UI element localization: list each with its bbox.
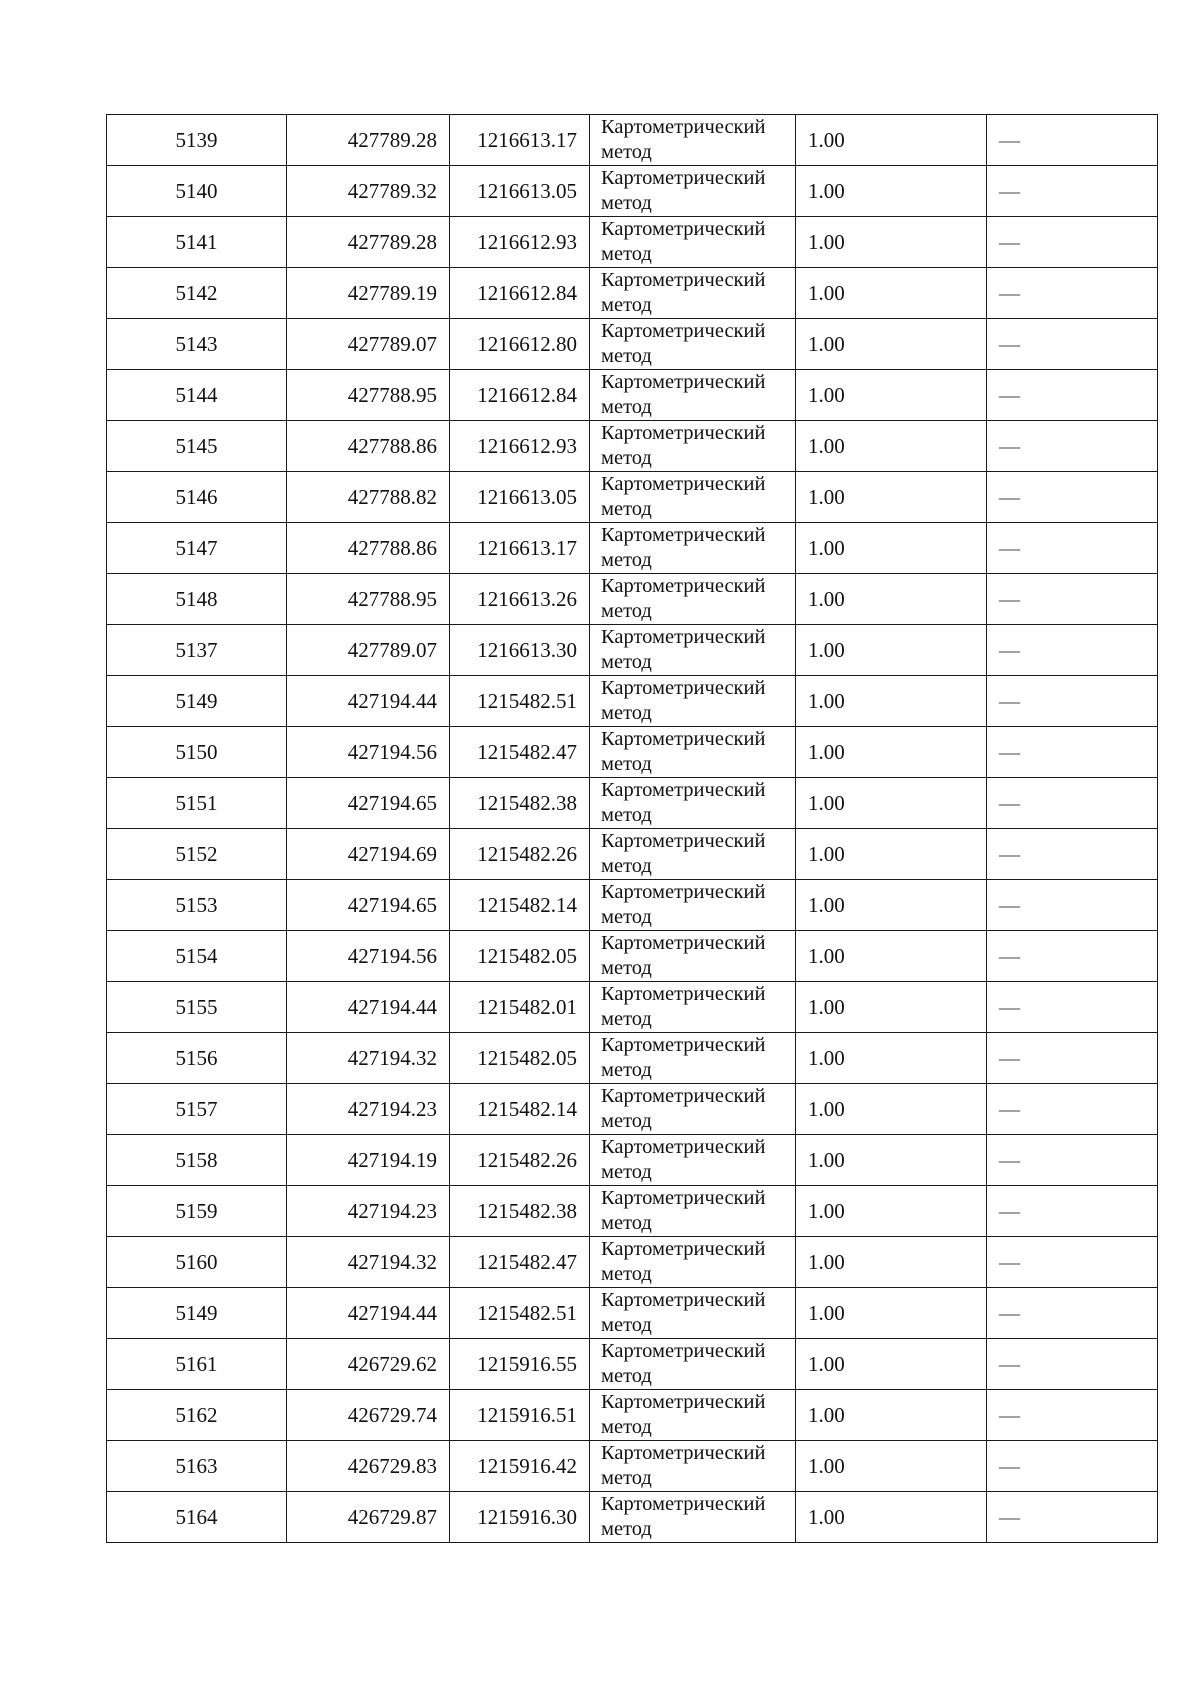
x-coordinate-cell: 427788.86	[287, 523, 450, 574]
method-line-1: Картометрический	[601, 1289, 766, 1311]
description-cell: —	[987, 472, 1158, 523]
y-coordinate-cell: 1215482.05	[450, 931, 590, 982]
x-coordinate-cell: 426729.74	[287, 1390, 450, 1441]
y-coordinate-cell: 1216612.84	[450, 268, 590, 319]
table-row	[107, 166, 1158, 217]
x-coordinate-cell: 427789.32	[287, 166, 450, 217]
description-cell: —	[987, 1492, 1158, 1543]
x-coordinate-cell: 427788.82	[287, 472, 450, 523]
description-cell: —	[987, 217, 1158, 268]
x-coordinate-cell: 427789.28	[287, 115, 450, 166]
method-cell	[590, 1237, 796, 1288]
y-coordinate-cell: 1215916.42	[450, 1441, 590, 1492]
y-coordinate-cell: 1215482.01	[450, 982, 590, 1033]
method-cell	[590, 370, 796, 421]
method-line-2: метод	[601, 1008, 652, 1030]
point-number-cell: 5145	[107, 421, 287, 472]
method-line-1: Картометрический	[601, 1340, 766, 1362]
x-coordinate-cell: 427194.23	[287, 1084, 450, 1135]
method-cell	[590, 625, 796, 676]
accuracy-cell: 1.00	[796, 1237, 987, 1288]
method-cell	[590, 523, 796, 574]
method-line-2: метод	[601, 753, 652, 775]
table-row	[107, 829, 1158, 880]
method-line-2: метод	[601, 1416, 652, 1438]
method-line-2: метод	[601, 1314, 652, 1336]
accuracy-cell: 1.00	[796, 880, 987, 931]
method-line-1: Картометрический	[601, 524, 766, 546]
y-coordinate-cell: 1215482.47	[450, 1237, 590, 1288]
accuracy-cell: 1.00	[796, 1339, 987, 1390]
accuracy-cell: 1.00	[796, 727, 987, 778]
method-cell	[590, 727, 796, 778]
table-row	[107, 1237, 1158, 1288]
method-cell	[590, 1084, 796, 1135]
description-cell: —	[987, 676, 1158, 727]
y-coordinate-cell: 1216613.30	[450, 625, 590, 676]
method-cell	[590, 1135, 796, 1186]
method-cell	[590, 829, 796, 880]
point-number-cell: 5137	[107, 625, 287, 676]
method-line-1: Картометрический	[601, 779, 766, 801]
point-number-cell: 5140	[107, 166, 287, 217]
accuracy-cell: 1.00	[796, 778, 987, 829]
method-line-2: метод	[601, 702, 652, 724]
table-row	[107, 1033, 1158, 1084]
method-line-2: метод	[601, 1161, 652, 1183]
description-cell: —	[987, 1288, 1158, 1339]
y-coordinate-cell: 1216613.05	[450, 166, 590, 217]
table-row	[107, 319, 1158, 370]
method-cell	[590, 421, 796, 472]
x-coordinate-cell: 426729.83	[287, 1441, 450, 1492]
method-line-1: Картометрический	[601, 830, 766, 852]
method-cell	[590, 1492, 796, 1543]
x-coordinate-cell: 427194.56	[287, 931, 450, 982]
point-number-cell: 5143	[107, 319, 287, 370]
method-line-1: Картометрический	[601, 1391, 766, 1413]
point-number-cell: 5157	[107, 1084, 287, 1135]
y-coordinate-cell: 1216613.05	[450, 472, 590, 523]
description-cell: —	[987, 166, 1158, 217]
accuracy-cell: 1.00	[796, 1492, 987, 1543]
accuracy-cell: 1.00	[796, 982, 987, 1033]
table-row	[107, 727, 1158, 778]
method-line-1: Картометрический	[601, 1238, 766, 1260]
point-number-cell: 5153	[107, 880, 287, 931]
description-cell: —	[987, 931, 1158, 982]
y-coordinate-cell: 1216612.93	[450, 217, 590, 268]
table-row	[107, 1186, 1158, 1237]
method-line-1: Картометрический	[601, 728, 766, 750]
description-cell: —	[987, 574, 1158, 625]
table-row	[107, 982, 1158, 1033]
method-line-2: метод	[601, 600, 652, 622]
method-line-1: Картометрический	[601, 626, 766, 648]
accuracy-cell: 1.00	[796, 472, 987, 523]
description-cell: —	[987, 1033, 1158, 1084]
method-line-2: метод	[601, 1365, 652, 1387]
description-cell: —	[987, 1390, 1158, 1441]
method-line-1: Картометрический	[601, 167, 766, 189]
point-number-cell: 5144	[107, 370, 287, 421]
y-coordinate-cell: 1216612.80	[450, 319, 590, 370]
method-line-2: метод	[601, 1467, 652, 1489]
x-coordinate-cell: 427789.07	[287, 625, 450, 676]
description-cell: —	[987, 1186, 1158, 1237]
point-number-cell: 5160	[107, 1237, 287, 1288]
description-cell: —	[987, 625, 1158, 676]
method-line-1: Картометрический	[601, 269, 766, 291]
point-number-cell: 5151	[107, 778, 287, 829]
point-number-cell: 5150	[107, 727, 287, 778]
table-row	[107, 421, 1158, 472]
method-line-2: метод	[601, 1263, 652, 1285]
method-line-1: Картометрический	[601, 1442, 766, 1464]
point-number-cell: 5149	[107, 1288, 287, 1339]
point-number-cell: 5156	[107, 1033, 287, 1084]
description-cell: —	[987, 778, 1158, 829]
accuracy-cell: 1.00	[796, 421, 987, 472]
y-coordinate-cell: 1215916.30	[450, 1492, 590, 1543]
x-coordinate-cell: 427194.69	[287, 829, 450, 880]
table-row	[107, 625, 1158, 676]
description-cell: —	[987, 370, 1158, 421]
y-coordinate-cell: 1216613.26	[450, 574, 590, 625]
table-row	[107, 574, 1158, 625]
method-line-2: метод	[601, 1518, 652, 1540]
method-line-1: Картометрический	[601, 1187, 766, 1209]
x-coordinate-cell: 427194.65	[287, 778, 450, 829]
method-line-2: метод	[601, 906, 652, 928]
point-number-cell: 5164	[107, 1492, 287, 1543]
method-cell	[590, 1390, 796, 1441]
table-row	[107, 1492, 1158, 1543]
y-coordinate-cell: 1215482.14	[450, 1084, 590, 1135]
coordinates-table	[106, 114, 1158, 1543]
y-coordinate-cell: 1216612.93	[450, 421, 590, 472]
point-number-cell: 5139	[107, 115, 287, 166]
method-line-1: Картометрический	[601, 1085, 766, 1107]
method-cell	[590, 676, 796, 727]
method-cell	[590, 115, 796, 166]
method-cell	[590, 217, 796, 268]
table-row	[107, 931, 1158, 982]
x-coordinate-cell: 427194.44	[287, 676, 450, 727]
method-line-2: метод	[601, 1059, 652, 1081]
table-row	[107, 472, 1158, 523]
method-cell	[590, 472, 796, 523]
description-cell: —	[987, 880, 1158, 931]
method-cell	[590, 319, 796, 370]
method-cell	[590, 166, 796, 217]
method-line-1: Картометрический	[601, 1136, 766, 1158]
table-row	[107, 1084, 1158, 1135]
description-cell: —	[987, 1135, 1158, 1186]
x-coordinate-cell: 427788.86	[287, 421, 450, 472]
table-row	[107, 778, 1158, 829]
method-line-2: метод	[601, 855, 652, 877]
method-cell	[590, 1033, 796, 1084]
method-line-2: метод	[601, 396, 652, 418]
method-line-1: Картометрический	[601, 932, 766, 954]
y-coordinate-cell: 1215482.38	[450, 778, 590, 829]
point-number-cell: 5146	[107, 472, 287, 523]
accuracy-cell: 1.00	[796, 166, 987, 217]
method-cell	[590, 931, 796, 982]
accuracy-cell: 1.00	[796, 1441, 987, 1492]
method-line-1: Картометрический	[601, 575, 766, 597]
method-cell	[590, 778, 796, 829]
x-coordinate-cell: 427194.44	[287, 1288, 450, 1339]
description-cell: —	[987, 982, 1158, 1033]
method-cell	[590, 1339, 796, 1390]
table-row	[107, 1390, 1158, 1441]
y-coordinate-cell: 1216613.17	[450, 115, 590, 166]
accuracy-cell: 1.00	[796, 1084, 987, 1135]
accuracy-cell: 1.00	[796, 268, 987, 319]
method-line-1: Картометрический	[601, 116, 766, 138]
method-line-2: метод	[601, 243, 652, 265]
accuracy-cell: 1.00	[796, 931, 987, 982]
x-coordinate-cell: 427194.56	[287, 727, 450, 778]
table-row	[107, 1135, 1158, 1186]
method-line-2: метод	[601, 1212, 652, 1234]
point-number-cell: 5141	[107, 217, 287, 268]
y-coordinate-cell: 1216612.84	[450, 370, 590, 421]
method-cell	[590, 1441, 796, 1492]
y-coordinate-cell: 1215482.51	[450, 1288, 590, 1339]
table-row	[107, 1339, 1158, 1390]
method-line-1: Картометрический	[601, 1493, 766, 1515]
table-row	[107, 1441, 1158, 1492]
x-coordinate-cell: 427194.65	[287, 880, 450, 931]
method-line-2: метод	[601, 192, 652, 214]
accuracy-cell: 1.00	[796, 217, 987, 268]
description-cell: —	[987, 421, 1158, 472]
y-coordinate-cell: 1215482.47	[450, 727, 590, 778]
table-row	[107, 370, 1158, 421]
accuracy-cell: 1.00	[796, 574, 987, 625]
table-row	[107, 523, 1158, 574]
point-number-cell: 5149	[107, 676, 287, 727]
method-cell	[590, 574, 796, 625]
table-row	[107, 676, 1158, 727]
accuracy-cell: 1.00	[796, 1288, 987, 1339]
method-line-2: метод	[601, 804, 652, 826]
y-coordinate-cell: 1216613.17	[450, 523, 590, 574]
method-line-2: метод	[601, 498, 652, 520]
description-cell: —	[987, 727, 1158, 778]
accuracy-cell: 1.00	[796, 625, 987, 676]
coordinates-table-body	[107, 115, 1158, 1543]
method-line-2: метод	[601, 141, 652, 163]
accuracy-cell: 1.00	[796, 1135, 987, 1186]
table-row	[107, 268, 1158, 319]
method-line-2: метод	[601, 651, 652, 673]
accuracy-cell: 1.00	[796, 319, 987, 370]
x-coordinate-cell: 427194.23	[287, 1186, 450, 1237]
point-number-cell: 5154	[107, 931, 287, 982]
table-row	[107, 1288, 1158, 1339]
method-line-2: метод	[601, 447, 652, 469]
method-cell	[590, 880, 796, 931]
method-line-1: Картометрический	[601, 677, 766, 699]
method-line-1: Картометрический	[601, 422, 766, 444]
y-coordinate-cell: 1215482.14	[450, 880, 590, 931]
x-coordinate-cell: 427789.28	[287, 217, 450, 268]
method-line-2: метод	[601, 1110, 652, 1132]
method-line-2: метод	[601, 549, 652, 571]
method-line-1: Картометрический	[601, 371, 766, 393]
point-number-cell: 5159	[107, 1186, 287, 1237]
point-number-cell: 5147	[107, 523, 287, 574]
point-number-cell: 5152	[107, 829, 287, 880]
description-cell: —	[987, 319, 1158, 370]
accuracy-cell: 1.00	[796, 676, 987, 727]
method-line-2: метод	[601, 294, 652, 316]
method-cell	[590, 982, 796, 1033]
point-number-cell: 5158	[107, 1135, 287, 1186]
point-number-cell: 5163	[107, 1441, 287, 1492]
description-cell: —	[987, 523, 1158, 574]
description-cell: —	[987, 1339, 1158, 1390]
x-coordinate-cell: 426729.87	[287, 1492, 450, 1543]
y-coordinate-cell: 1215482.51	[450, 676, 590, 727]
method-line-2: метод	[601, 345, 652, 367]
table-row	[107, 880, 1158, 931]
accuracy-cell: 1.00	[796, 1390, 987, 1441]
y-coordinate-cell: 1215482.05	[450, 1033, 590, 1084]
description-cell: —	[987, 1237, 1158, 1288]
description-cell: —	[987, 115, 1158, 166]
method-cell	[590, 1186, 796, 1237]
table-row	[107, 115, 1158, 166]
x-coordinate-cell: 427194.32	[287, 1237, 450, 1288]
x-coordinate-cell: 427789.07	[287, 319, 450, 370]
y-coordinate-cell: 1215482.26	[450, 1135, 590, 1186]
table-row	[107, 217, 1158, 268]
accuracy-cell: 1.00	[796, 370, 987, 421]
accuracy-cell: 1.00	[796, 1186, 987, 1237]
x-coordinate-cell: 427788.95	[287, 574, 450, 625]
y-coordinate-cell: 1215916.51	[450, 1390, 590, 1441]
x-coordinate-cell: 427194.32	[287, 1033, 450, 1084]
method-cell	[590, 1288, 796, 1339]
y-coordinate-cell: 1215916.55	[450, 1339, 590, 1390]
method-line-1: Картометрический	[601, 983, 766, 1005]
x-coordinate-cell: 427194.19	[287, 1135, 450, 1186]
method-line-1: Картометрический	[601, 218, 766, 240]
y-coordinate-cell: 1215482.38	[450, 1186, 590, 1237]
x-coordinate-cell: 426729.62	[287, 1339, 450, 1390]
accuracy-cell: 1.00	[796, 115, 987, 166]
description-cell: —	[987, 1084, 1158, 1135]
point-number-cell: 5142	[107, 268, 287, 319]
method-line-1: Картометрический	[601, 320, 766, 342]
method-line-1: Картометрический	[601, 473, 766, 495]
x-coordinate-cell: 427788.95	[287, 370, 450, 421]
x-coordinate-cell: 427789.19	[287, 268, 450, 319]
point-number-cell: 5148	[107, 574, 287, 625]
y-coordinate-cell: 1215482.26	[450, 829, 590, 880]
point-number-cell: 5161	[107, 1339, 287, 1390]
x-coordinate-cell: 427194.44	[287, 982, 450, 1033]
description-cell: —	[987, 268, 1158, 319]
point-number-cell: 5162	[107, 1390, 287, 1441]
accuracy-cell: 1.00	[796, 1033, 987, 1084]
method-cell	[590, 268, 796, 319]
method-line-1: Картометрический	[601, 881, 766, 903]
accuracy-cell: 1.00	[796, 829, 987, 880]
point-number-cell: 5155	[107, 982, 287, 1033]
method-line-1: Картометрический	[601, 1034, 766, 1056]
accuracy-cell: 1.00	[796, 523, 987, 574]
description-cell: —	[987, 829, 1158, 880]
method-line-2: метод	[601, 957, 652, 979]
description-cell: —	[987, 1441, 1158, 1492]
